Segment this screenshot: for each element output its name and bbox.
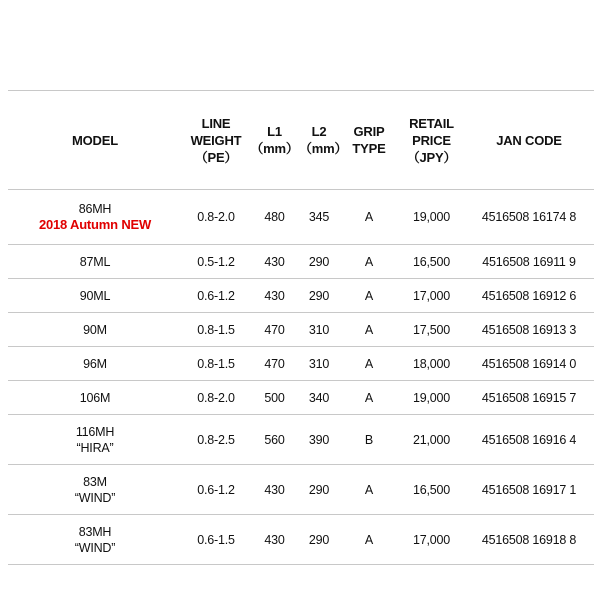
l1-cell: 470 (250, 347, 299, 381)
price-cell: 21,000 (399, 415, 464, 465)
header-l1: L1 （mm） (250, 91, 299, 190)
price-cell: 17,000 (399, 279, 464, 313)
model-name: 83M (83, 474, 107, 489)
model-cell: 96M (8, 347, 182, 381)
jan-cell: 4516508 16918 8 (464, 515, 594, 565)
line-weight-cell: 0.8-1.5 (182, 313, 250, 347)
table-row (8, 313, 594, 347)
jan-cell: 4516508 16914 0 (464, 347, 594, 381)
line-weight-cell: 0.6-1.2 (182, 279, 250, 313)
model-cell: 106M (8, 381, 182, 415)
header-row (8, 91, 594, 190)
l2-cell: 340 (299, 381, 339, 415)
jan-cell: 4516508 16915 7 (464, 381, 594, 415)
price-cell: 16,500 (399, 245, 464, 279)
line-weight-cell: 0.8-2.5 (182, 415, 250, 465)
header-jan-code: JAN CODE (464, 91, 594, 190)
model-cell: 90ML (8, 279, 182, 313)
l2-cell: 290 (299, 465, 339, 515)
line-weight-cell: 0.8-2.0 (182, 190, 250, 245)
l1-cell: 500 (250, 381, 299, 415)
jan-cell: 4516508 16913 3 (464, 313, 594, 347)
l1-cell: 430 (250, 465, 299, 515)
model-cell (8, 465, 182, 515)
model-cell (8, 415, 182, 465)
model-name: 86MH (78, 202, 112, 216)
model-nickname: “WIND” (74, 540, 116, 555)
header-l2: L2 （mm） (299, 91, 339, 190)
header-retail-price: RETAIL PRICE （JPY） (399, 91, 464, 190)
line-weight-cell: 0.6-1.5 (182, 515, 250, 565)
jan-cell: 4516508 16911 9 (464, 245, 594, 279)
model-cell (8, 515, 182, 565)
grip-cell: A (339, 515, 399, 565)
jan-cell: 4516508 16912 6 (464, 279, 594, 313)
grip-cell: B (339, 415, 399, 465)
line-weight-cell: 0.5-1.2 (182, 245, 250, 279)
line-weight-cell: 0.6-1.2 (182, 465, 250, 515)
table-row (8, 245, 594, 279)
price-cell: 16,500 (399, 465, 464, 515)
model-name: 116MH (75, 424, 115, 439)
jan-cell: 4516508 16174 8 (464, 190, 594, 245)
jan-cell: 4516508 16917 1 (464, 465, 594, 515)
grip-cell: A (339, 381, 399, 415)
l1-cell: 430 (250, 279, 299, 313)
l2-cell: 345 (299, 190, 339, 245)
grip-cell: A (339, 279, 399, 313)
table-row (8, 465, 594, 515)
table-row (8, 381, 594, 415)
header-model: MODEL (8, 91, 182, 190)
model-cell (8, 190, 182, 245)
model-name: 83MH (78, 524, 112, 539)
l2-cell: 290 (299, 279, 339, 313)
spec-table (8, 90, 594, 565)
header-line-weight: LINE WEIGHT （PE） (182, 91, 250, 190)
table-row (8, 415, 594, 465)
table-row (8, 279, 594, 313)
l2-cell: 290 (299, 515, 339, 565)
grip-cell: A (339, 465, 399, 515)
l1-cell: 470 (250, 313, 299, 347)
price-cell: 17,000 (399, 515, 464, 565)
model-cell: 90M (8, 313, 182, 347)
l2-cell: 310 (299, 347, 339, 381)
model-nickname: “WIND” (74, 490, 116, 505)
l1-cell: 430 (250, 245, 299, 279)
l2-cell: 290 (299, 245, 339, 279)
l1-cell: 430 (250, 515, 299, 565)
new-badge: 2018 Autumn NEW (38, 217, 152, 232)
price-cell: 19,000 (399, 190, 464, 245)
line-weight-cell: 0.8-2.0 (182, 381, 250, 415)
grip-cell: A (339, 245, 399, 279)
table-row (8, 347, 594, 381)
model-cell: 87ML (8, 245, 182, 279)
table-row (8, 515, 594, 565)
price-cell: 18,000 (399, 347, 464, 381)
model-nickname: “HIRA” (76, 440, 114, 455)
jan-cell: 4516508 16916 4 (464, 415, 594, 465)
grip-cell: A (339, 190, 399, 245)
line-weight-cell: 0.8-1.5 (182, 347, 250, 381)
grip-cell: A (339, 313, 399, 347)
grip-cell: A (339, 347, 399, 381)
price-cell: 19,000 (399, 381, 464, 415)
header-grip-type: GRIP TYPE (339, 91, 399, 190)
l1-cell: 560 (250, 415, 299, 465)
table-row (8, 190, 594, 245)
l1-cell: 480 (250, 190, 299, 245)
price-cell: 17,500 (399, 313, 464, 347)
l2-cell: 310 (299, 313, 339, 347)
l2-cell: 390 (299, 415, 339, 465)
